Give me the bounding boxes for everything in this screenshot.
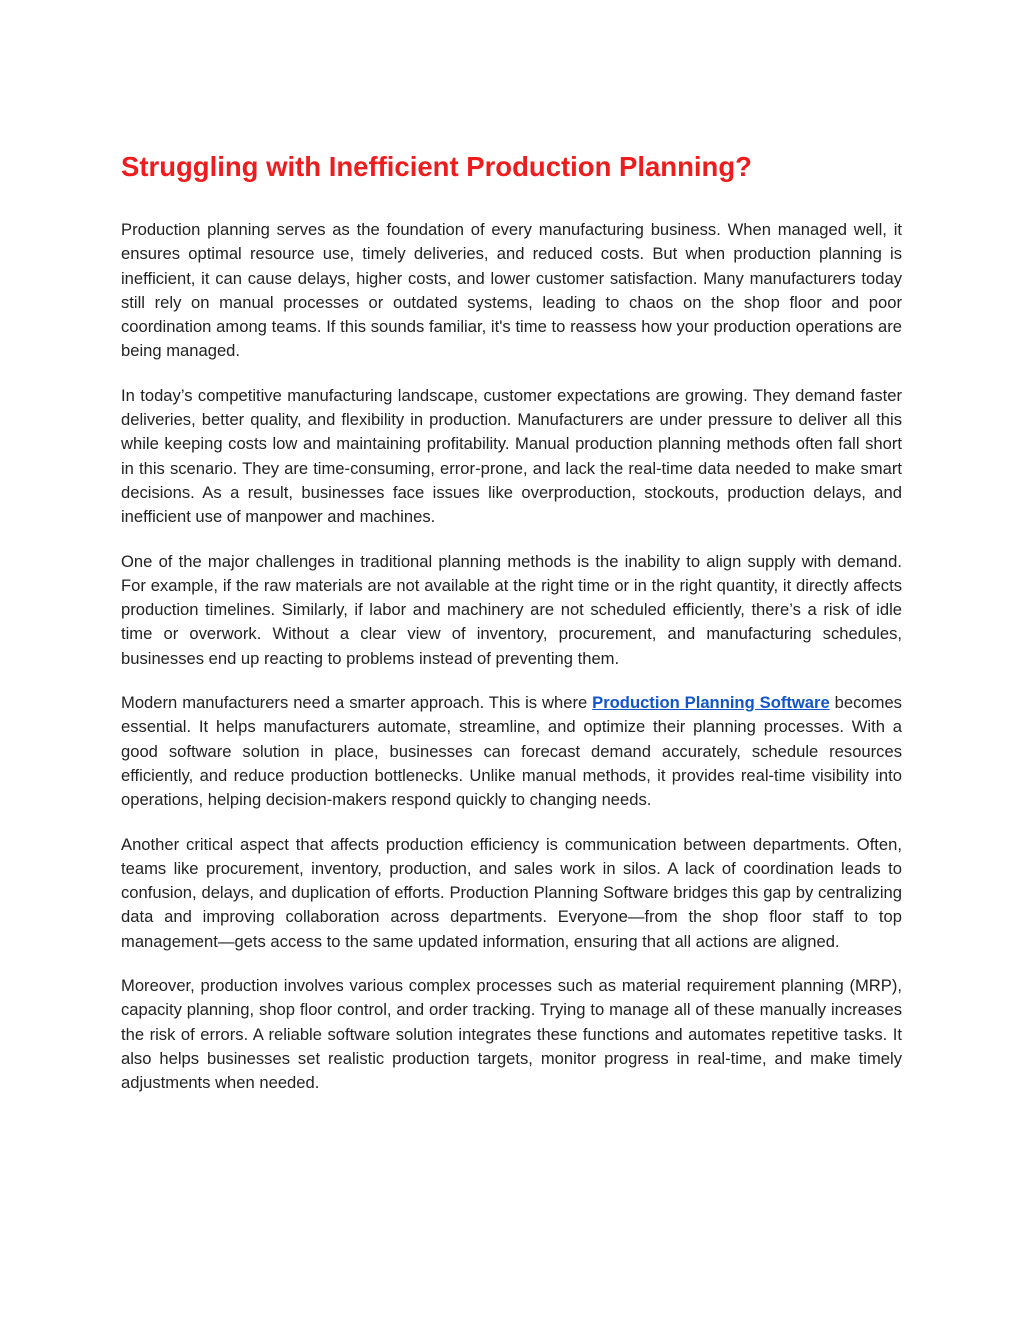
paragraph-processes: Moreover, production involves various complex processes such as material requirement planning (MRP), capacity planning, shop floor control, and order tracking. Trying to manage all of these manually increases the risk of errors. A reliable software solution integrates these functions and automates repetitive tasks. It also helps businesses set realistic production targets, monitor progress in real-time, and make timely adjustments when needed.: [121, 976, 902, 1093]
paragraph-software: [121, 691, 902, 812]
paragraph-challenges: One of the major challenges in traditional planning methods is the inability to align supply with demand. For example, if the raw materials are not available at the right time or in the right quantity, it directly affects production timelines. Similarly, if labor and machinery are not scheduled efficiently, there’s a risk of idle time or overwork. Without a clear view of inventory, procurement, and manufacturing schedules, businesses end up reacting to problems instead of preventing them.: [121, 551, 902, 668]
paragraph-communication: Another critical aspect that affects production efficiency is communication between departments. Often, teams like procurement, inventory, production, and sales work in silos. A lack of coordination leads to confusion, delays, and duplication of efforts. Production Planning Software bridges this gap by centralizing data and improving collaboration across departments. Everyone—from the shop floor staff to top management—gets access to the same updated information, ensuring that all actions are aligned.: [121, 834, 902, 951]
paragraph-landscape: In today’s competitive manufacturing landscape, customer expectations are growing. They demand faster deliveries, better quality, and flexibility in production. Manufacturers are under pressure to deliver all this while keeping costs low and maintaining profitability. Manual production planning methods often fall short in this scenario. They are time-consuming, error-prone, and lack the real-time data needed to make smart decisions. As a result, businesses face issues like overproduction, stockouts, production delays, and inefficient use of manpower and machines.: [121, 385, 902, 527]
paragraph-software-after: becomes essential. It helps manufacturers automate, streamline, and optimize their planning processes. With a good software solution in place, businesses can forecast demand accurately, schedule resources efficiently, and reduce production bottlenecks. Unlike manual methods, it provides real-time visibility into operations, helping decision-makers respond quickly to changing needs.: [121, 693, 902, 810]
production-planning-software-link[interactable]: Production Planning Software: [592, 693, 830, 713]
paragraph-intro: Production planning serves as the foundation of every manufacturing business. When managed well, it ensures optimal resource use, timely deliveries, and reduced costs. But when production planning is inefficient, it can cause delays, higher costs, and lower customer satisfaction. Many manufacturers today still rely on manual processes or outdated systems, leading to chaos on the shop floor and poor coordination among teams. If this sounds familiar, it's time to reassess how your production operations are being managed.: [121, 220, 902, 361]
document-page: [121, 150, 902, 1116]
paragraph-software-before: Modern manufacturers need a smarter approach. This is where: [121, 693, 593, 713]
document-title: Struggling with Inefficient Production Planning?: [121, 151, 752, 182]
